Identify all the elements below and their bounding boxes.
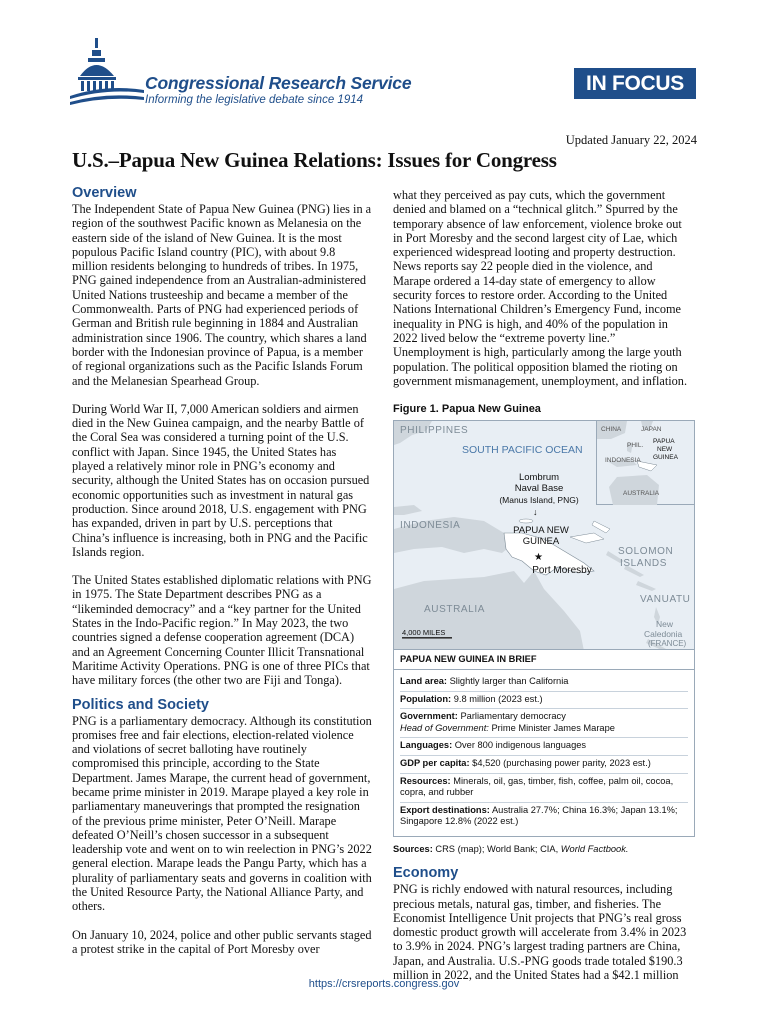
inset-label-australia: AUSTRALIA — [623, 490, 660, 498]
crs-capitol-logo-icon — [68, 36, 144, 108]
page-title: U.S.–Papua New Guinea Relations: Issues for Congress — [72, 148, 557, 172]
brief-exports: Export destinations: Australia 27.7%; China 16.3%; Japan 13.1%; Singapore 12.8% (2022 est.) — [400, 804, 678, 827]
politics-paragraph-continued: what they perceived as pay cuts, which the government denied and blamed on a “technical glitch.” Spurred by the temporary absence of law enforcement, violence broke out in Port Moresby and the second largest city of Lae, which experienced widespread looting and property destruction. News reports say 22 people died in the violence, and Marape ordered a 14-day state of emergency to allow security forces to restore order. According to the United Nations International Children’s Emergency Fund, income inequality in PNG is high, and 40% of the population in 2022 lived below the “extreme poverty line.” Unemployment is high, particularly among the large youth population. The political opposition blamed the rioting on government mismanagement, unemployment, and inflation. — [393, 188, 688, 388]
updated-date: Updated January 22, 2024 — [565, 133, 697, 147]
org-name: Congressional Research Service — [145, 73, 412, 93]
economy-paragraph: PNG is richly endowed with natural resources, including precious metals, natural gas, timber, and fisheries. The Economist Intelligence Unit projects that PNG’s real gross domestic product growth will accelerate from 3.4% in 2023 to 3.9% in 2024. PNG’s largest trading partners are China, Japan, and Australia. U.S.-PNG goods trade totaled $190.3 million in 2022, and the United States had a $42.1 million — [393, 882, 687, 983]
brief-land-area: Land area: Slightly larger than California — [400, 674, 688, 692]
overview-paragraph-3: The United States established diplomatic relations with PNG in 1975. The State Department describes PNG as a “likeminded democracy” and a “key partner for the United States in the Indo-Pacific region.” In May 2023, the two countries signed a defense cooperation agreement (DCA) and an Agreement Concerning Counter Illicit Transnational Maritime Activity Operations. PNG is one of three PICs that have military forces (the other two are Fiji and Tonga). — [72, 573, 372, 688]
map-label-png-2: GUINEA — [522, 536, 560, 548]
inset-label-phil: PHIL. — [627, 442, 644, 450]
brief-resources: Resources: Minerals, oil, gas, timber, fish, coffee, palm oil, cocoa, copra, and rubber — [400, 774, 688, 803]
brief-gdp: GDP per capita: $4,520 (purchasing power parity, 2023 est.) — [400, 756, 688, 774]
map-label-port-moresby: Port Moresby — [532, 565, 592, 577]
economy-heading: Economy — [393, 865, 459, 882]
right-column — [393, 188, 693, 982]
inset-label-guinea: GUINEA — [653, 454, 678, 462]
map-scale-label: 4,000 MILES — [402, 628, 446, 638]
map-label-south-pacific: SOUTH PACIFIC OCEAN — [462, 444, 583, 457]
brief-title: PAPUA NEW GUINEA IN BRIEF — [394, 654, 694, 670]
overview-heading: Overview — [72, 185, 137, 201]
inset-label-indonesia: INDONESIA — [605, 457, 641, 465]
figure-label: Figure 1. Papua New Guinea — [393, 403, 541, 416]
map-label-caledonia: Caledonia — [644, 629, 683, 640]
map-label-solomon-2: ISLANDS — [620, 558, 667, 570]
footer-url-link[interactable]: https://crsreports.congress.gov — [308, 978, 460, 990]
org-tagline: Informing the legislative debate since 1914 — [145, 94, 364, 106]
brief-languages: Languages: Over 800 indigenous languages — [400, 738, 688, 756]
brief-government: Government: Parliamentary democracy Head of Government: Prime Minister James Marape — [400, 709, 688, 738]
left-column — [72, 184, 372, 956]
map-label-png-1: PAPUA NEW — [513, 525, 569, 537]
map-label-manus: (Manus Island, PNG) — [499, 495, 579, 506]
png-map — [393, 420, 695, 650]
map-label-lombrum: Lombrum — [518, 472, 560, 484]
map-label-naval-base: Naval Base — [514, 483, 564, 495]
politics-paragraph-2: On January 10, 2024, police and other public servants staged a protest strike in the capital of Port Moresby over — [72, 927, 372, 956]
map-label-vanuatu: VANUATU — [640, 594, 691, 606]
inset-label-papua: PAPUA — [653, 438, 675, 446]
politics-paragraph-1: PNG is a parliamentary democracy. Although its constitution promises free and fair elections, election-related violence and violations of secret balloting have routinely compromised this principle, according to the State Department. James Marape, the current head of government, became prime minister in 2019. Marape played a key role in parliamentary maneuverings that prompted the resignation of the previous prime minister, Peter O’Neill. Marape defeated O’Neill’s chosen successor in a subsequent leadership vote and went on to win reelection in PNG’s 2022 general election. Marape leads the Pangu Party, which has a plurality of parliamentary seats and governs in coalition with the United Resource Party, the National Alliance Party, and others. — [72, 713, 372, 914]
politics-heading: Politics and Society — [72, 696, 209, 713]
map-label-solomon-1: SOLOMON — [618, 546, 674, 558]
inset-label-japan: JAPAN — [641, 426, 662, 434]
arrow-down-icon: ↓ — [533, 507, 538, 518]
map-label-australia: AUSTRALIA — [424, 604, 485, 616]
map-label-new: New — [656, 619, 674, 630]
in-focus-badge: IN FOCUS — [574, 68, 696, 99]
inset-label-china: CHINA — [601, 426, 622, 434]
inset-label-new: NEW — [657, 446, 673, 454]
map-label-indonesia: INDONESIA — [400, 520, 461, 532]
map-label-france: (FRANCE) — [648, 639, 687, 649]
star-icon: ★ — [534, 552, 543, 564]
overview-paragraph-2: During World War II, 7,000 American soldiers and airmen died in the New Guinea campaign, and the nearby Battle of the Coral Sea was considered a turning point of the U.S. conflict with Japan. Since 1945, the United States has played a relatively minor role in PNG’s economy and security, although the United States has on occasion pursued economic opportunities such as investment in natural gas production. Since around 2018, U.S. engagement with PNG has expanded, driven in part by U.S. perceptions that China’s influence is increasing, both in PNG and the Pacific Islands region. — [72, 401, 370, 559]
brief-population: Population: 9.8 million (2023 est.) — [400, 692, 688, 710]
overview-paragraph-1: The Independent State of Papua New Guinea (PNG) lies in a region of the southwest Pacific known as Melanesia on the eastern side of the island of New Guinea. It is the most populous Pacific Island country (PIC), with about 9.8 million residents belonging to hundreds of tribes. In 1975, PNG gained independence from an Australian-administered United Nations trusteeship and became a member of the Commonwealth. Parts of PNG had experienced periods of German and British rule beginning in 1884 and Australian administration since 1906. The country, which shares a land border with the Indonesian province of Papua, is a member of regional organizations such as the Pacific Islands Forum and the Melanesian Spearhead Group. — [72, 202, 372, 388]
map-label-philippines: PHILIPPINES — [400, 425, 469, 437]
map-inset — [596, 421, 694, 505]
png-in-brief-box — [393, 650, 695, 837]
figure-sources: Sources: CRS (map); World Bank; CIA, World Factbook. — [393, 843, 629, 854]
